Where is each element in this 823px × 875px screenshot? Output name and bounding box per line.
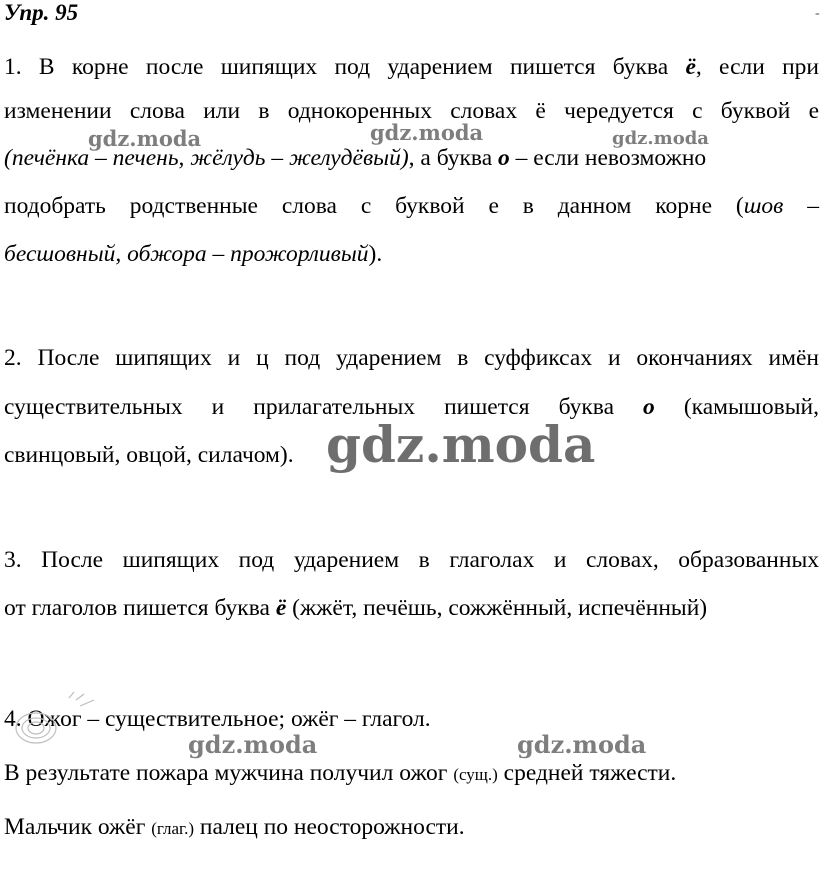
watermark-4: gdz.moda: [326, 415, 596, 474]
rule1-line3: (печёнка – печень, жёлудь – желудёвый), а буква о – если невозможно: [4, 145, 707, 171]
scribble-mark: [14, 690, 104, 750]
exercise-title: Упр. 95: [4, 0, 79, 25]
rule1-line5: бесшовный, обжора – прожорливый).: [4, 241, 383, 267]
watermark-5: gdz.moda: [188, 730, 318, 759]
watermark-2: gdz.moda: [370, 120, 484, 145]
rule1-line2: изменении слова или в однокоренных словах ё чередуется с буквой е: [4, 98, 819, 124]
corner-mark: -: [815, 6, 820, 21]
rule4-line1: 4. Ожог – существительное; ожёг – глагол.: [4, 706, 431, 732]
rule1-line1: 1. В корне после шипящих под ударением пишется буква ё, если при: [4, 54, 819, 80]
watermark-6: gdz.moda: [517, 730, 647, 759]
rule4-example1: В результате пожара мужчина получил ожог (сущ.) средней тяжести.: [4, 760, 677, 786]
rule1-line4: подобрать родственные слова с буквой е в данном корне (шов –: [4, 193, 819, 219]
rule2-line2: существительных и прилагательных пишется буква о (камышовый,: [4, 394, 819, 420]
rule3-line1: 3. После шипящих под ударением в глаголах и словах, образованных: [4, 547, 819, 573]
watermark-3: gdz.moda: [612, 128, 709, 149]
rule2-line3: свинцовый, овцой, силачом).: [4, 442, 294, 468]
watermark-1: gdz.moda: [88, 126, 202, 151]
rule3-line2: от глаголов пишется буква ё (жжёт, печёшь, сожжённый, испечённый): [4, 595, 708, 621]
rule2-line1: 2. После шипящих и ц под ударением в суффиксах и окончаниях имён: [4, 345, 819, 371]
rule4-example2: Мальчик ожёг (глаг.) палец по неосторожности.: [4, 814, 465, 840]
